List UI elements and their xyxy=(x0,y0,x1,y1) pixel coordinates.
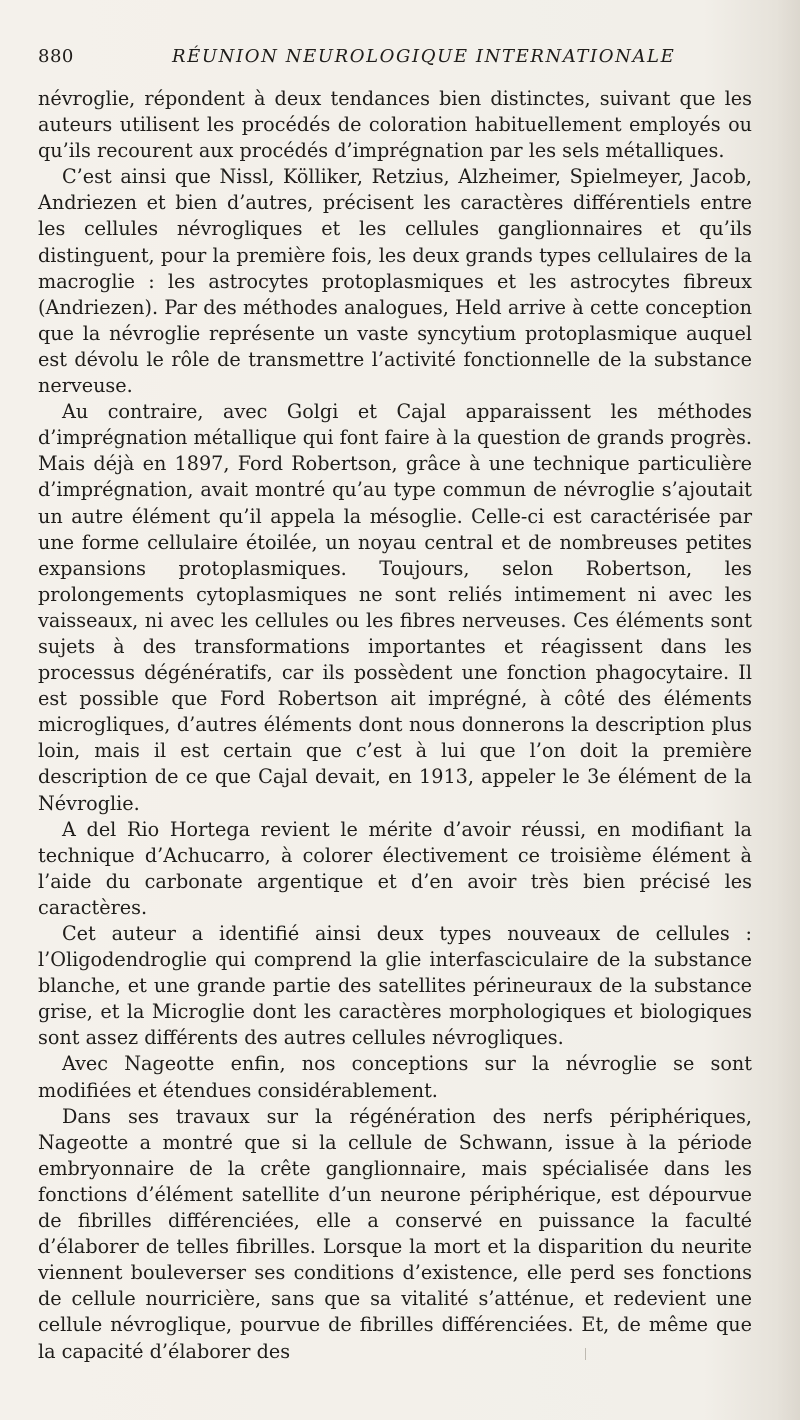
running-title: RÉUNION NEUROLOGIQUE INTERNATIONALE xyxy=(172,46,676,67)
paragraph-1: névroglie, répondent à deux tendances bien distinctes, suivant que les auteurs utilisent les procédés de coloration habituellement employés ou qu’ils recourent aux procédés d’imprégnation par les sels métalliques. xyxy=(38,87,752,163)
page-speck xyxy=(585,1348,586,1360)
paragraph-2: C’est ainsi que Nissl, Kölliker, Retzius, Alzheimer, Spielmeyer, Jacob, Andriezen et bien d’autres, précisent les caractères différentiels entre les cellules névrogliques et les cellules ganglionnaires et qu’ils distinguent, pour la première fois, les deux grands types cellulaires de la macroglie : les astrocytes protoplasmiques et les astrocytes fibreux (Andriezen). Par des méthodes analogues, Held arrive à cette conception que la névroglie représente un vaste syncytium protoplasmique auquel est dévolu le rôle de transmettre l’activité fonctionnelle de la substance nerveuse. xyxy=(38,165,752,398)
paragraph-5: Cet auteur a identifié ainsi deux types nouveaux de cellules : l’Oligodendroglie qui comprend la glie interfasciculaire de la substance blanche, et une grande partie des satellites périneuraux de la substance grise, et la Microglie dont les caractères morphologiques et biologiques sont assez différents des autres cellules névrogliques. xyxy=(38,922,752,1050)
paragraph-7: Dans ses travaux sur la régénération des nerfs périphériques, Nageotte a montré que si la cellule de Schwann, issue à la période embryonnaire de la crête ganglionnaire, mais spécialisée dans les fonctions d’élément satellite d’un neurone périphérique, est dépourvue de fibrilles différenciées, elle a conservé en puissance la faculté d’élaborer de telles fibrilles. Lorsque la mort et la disparition du neurite viennent bouleverser ses conditions d’existence, elle perd ses fonctions de cellule nourricière, sans que sa vitalité s’atténue, et redevient une cellule névroglique, pourvue de fibrilles différenciées. Et, de même que la capacité d’élaborer des xyxy=(38,1104,752,1363)
body-text xyxy=(38,86,752,1365)
page-number: 880 xyxy=(38,46,74,67)
page-header xyxy=(38,46,750,76)
paragraph-4: A del Rio Hortega revient le mérite d’avoir réussi, en modifiant la technique d’Achucarro, à colorer électivement ce troisième élément à l’aide du carbonate argentique et d’en avoir très bien précisé les caractères. xyxy=(38,817,752,919)
paragraph-3: Au contraire, avec Golgi et Cajal apparaissent les méthodes d’imprégnation métallique qui font faire à la question de grands progrès. Mais déjà en 1897, Ford Robertson, grâce à une technique particulière d’imprégnation, avait montré qu’au type commun de névroglie s’ajoutait un autre élément qu’il appela la mésoglie. Celle-ci est caractérisée par une forme cellulaire étoilée, un noyau central et de nombreuses petites expansions protoplasmiques. Toujours, selon Robertson, les prolongements cytoplasmiques ne sont reliés intimement ni avec les vaisseaux, ni avec les cellules ou les fibres nerveuses. Ces éléments sont sujets à des transformations importantes et réagissent dans les processus dégénératifs, car ils possèdent une fonction phagocytaire. Il est possible que Ford Robertson ait imprégné, à côté des éléments microgliques, d’autres éléments dont nous donnerons la description plus loin, mais il est certain que c’est à lui que l’on doit la première description de ce que Cajal devait, en 1913, appeler le 3e élément de la Névroglie. xyxy=(38,400,752,815)
paragraph-6: Avec Nageotte enfin, nos conceptions sur la névroglie se sont modifiées et étendues considérablement. xyxy=(38,1052,752,1102)
